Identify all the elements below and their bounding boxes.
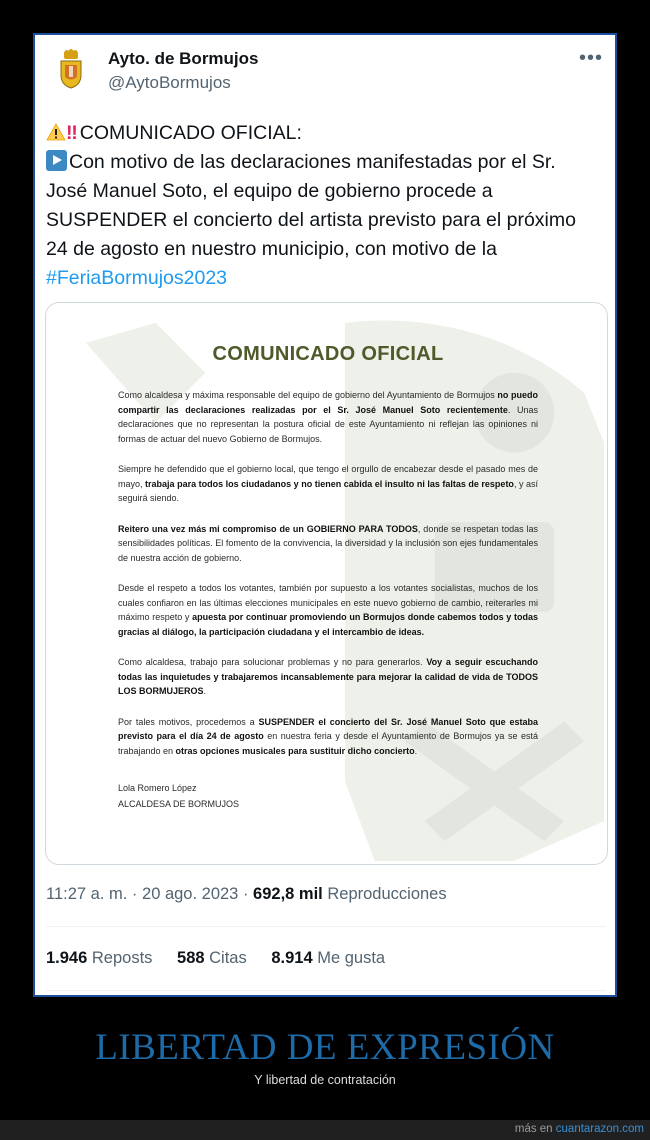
footer-bar (0, 1120, 650, 1140)
signer-role: ALCALDESA DE BORMUJOS (118, 799, 240, 809)
tweet-line-4: SUSPENDER el concierto del artista previsto para el próximo (46, 209, 576, 231)
likes-stat[interactable]: 8.914 Me gusta (271, 949, 386, 967)
tweet-header (35, 35, 615, 115)
tweet-line-3: José Manuel Soto, el equipo de gobierno procede a (46, 180, 493, 202)
more-options-icon[interactable]: ••• (578, 47, 603, 69)
meta-separator: · (242, 885, 249, 903)
views-count: 692,8 mil (253, 885, 323, 903)
tweet-line-5: 24 de agosto en nuestro municipio, con motivo de la (46, 238, 497, 260)
play-button-emoji-icon (46, 150, 67, 171)
caption-subtitle: Y libertad de contratación (254, 1073, 396, 1087)
document-paragraph: Reitero una vez más mi compromiso de un GOBIERNO PARA TODOS, donde se respetan todas las sensibilidades políticas. El fomento de la convivencia, la diversidad y la inclusión son ejes fundamentales de nuestra acción de gobierno. (118, 523, 538, 563)
views-label: Reproducciones (327, 885, 447, 903)
document-paragraph: Siempre he defendido que el gobierno local, que tengo el orgullo de encabezar desde el pasado mes de mayo, trabaja para todos los ciudadanos y no tienen cabida el insulto ni las faltas de respeto, y así seguirá siendo. (118, 464, 538, 503)
tweet-meta (46, 885, 447, 904)
caption-title: LIBERTAD DE EXPRESIÓN (95, 1027, 555, 1068)
account-handle[interactable]: @AytoBormujos (108, 73, 231, 92)
tweet-line-1: COMUNICADO OFICIAL: (79, 122, 302, 144)
warning-emoji-icon (46, 123, 66, 141)
double-exclamation-emoji-icon: ‼ (66, 122, 75, 144)
divider (46, 990, 606, 991)
tweet-line-2: Con motivo de las declaraciones manifestadas por el Sr. (69, 151, 556, 173)
document-title: COMUNICADO OFICIAL (212, 343, 444, 365)
tweet-date[interactable]: 20 ago. 2023 (142, 885, 239, 903)
tweet-card (33, 33, 617, 997)
attached-document-image[interactable] (45, 302, 608, 865)
divider (46, 926, 606, 927)
site-link[interactable]: cuantarazon.com (555, 1123, 644, 1135)
quotes-stat[interactable]: 588 Citas (177, 949, 247, 967)
hashtag-link[interactable]: #FeriaBormujos2023 (46, 267, 228, 289)
tweet-text (46, 119, 612, 293)
document-signature (118, 780, 538, 812)
document-paragraph: Desde el respeto a todos los votantes, también por supuesto a los votantes socialistas, muchos de los cuales confiaron en las últimas elecciones municipales en este nuevo gobierno de cambio, reiterarles mi máximo respeto y apuesta por continuar promoviendo un Bormujos donde cabemos todos y todas gracias al diálogo, la participación ciudadana y el intercambio de ideas. (118, 583, 538, 637)
tweet-time[interactable]: 11:27 a. m. (46, 885, 128, 903)
tweet-line (46, 148, 612, 177)
document-paragraph: Como alcaldesa y máxima responsable del equipo de gobierno del Ayuntamiento de Bormujos no puedo compartir las declaraciones realizadas por el Sr. José Manuel Soto recientemente. Unas declaraciones que no representan la postura oficial de este Ayuntamiento ni reflejan las opiniones ni formas de actuar del nuevo Gobierno de Bormujos. (118, 390, 539, 444)
bormujos-coat-of-arms-icon[interactable] (55, 49, 87, 89)
signer-name: Lola Romero López (118, 783, 197, 793)
tweet-line (46, 119, 612, 148)
meta-separator: · (131, 885, 138, 903)
account-name[interactable]: Ayto. de Bormujos (108, 49, 259, 68)
reposts-stat[interactable]: 1.946 Reposts (46, 949, 153, 967)
document-paragraph: Como alcaldesa, trabajo para solucionar problemas y no para generarlos. Voy a seguir escuchando todas las inquietudes y trabajaremos incansablemente para mejorar la calidad de vida de TODOS LOS BORMUJEROS. (118, 657, 538, 696)
document-paragraph: Por tales motivos, procedemos a SUSPENDER el concierto del Sr. José Manuel Soto que estaba previsto para el día 24 de agosto en nuestra feria y desde el Ayuntamiento de Bormujos ya se está trabajando en otras opciones musicales para sustituir dicho concierto. (118, 716, 539, 756)
tweet-stats (46, 949, 405, 968)
footer-text: más en cuantarazon.com (514, 1123, 644, 1135)
document-body (118, 343, 538, 812)
